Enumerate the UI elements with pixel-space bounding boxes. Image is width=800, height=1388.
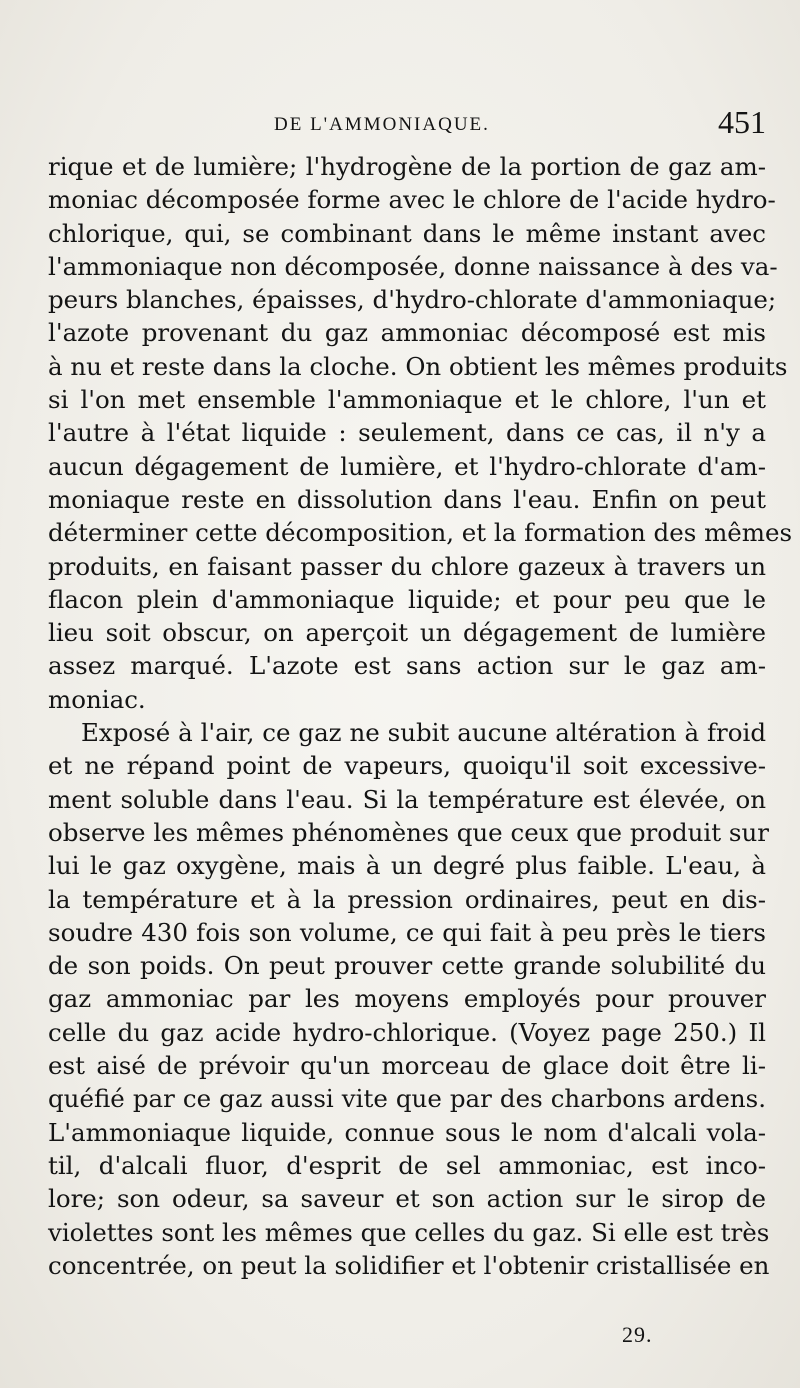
text-line: l'autre à l'état liquide : seulement, dans ce cas, il n'y a: [48, 418, 766, 448]
text-line: est aisé de prévoir qu'un morceau de glace doit être li-: [48, 1051, 766, 1081]
text-line: gaz ammoniac par les moyens employés pour prouver: [48, 984, 766, 1014]
text-line: lieu soit obscur, on aperçoit un dégagement de lumière: [48, 618, 766, 648]
text-line: l'ammoniaque non décomposée, donne naissance à des va-: [48, 251, 778, 281]
text-line: til, d'alcali fluor, d'esprit de sel ammoniac, est inco-: [48, 1150, 766, 1180]
text-line: L'ammoniaque liquide, connue sous le nom d'alcali vola-: [48, 1117, 766, 1147]
text-line: si l'on met ensemble l'ammoniaque et le chlore, l'un et: [48, 385, 766, 415]
text-line: assez marqué. L'azote est sans action sur le gaz am-: [48, 651, 766, 681]
text-line: l'azote provenant du gaz ammoniac décomposé est mis: [48, 318, 766, 348]
text-line: aucun dégagement de lumière, et l'hydro-chlorate d'am-: [48, 451, 766, 481]
text-line: lui le gaz oxygène, mais à un degré plus faible. L'eau, à: [48, 851, 766, 881]
text-line: quéfié par ce gaz aussi vite que par des charbons ardens.: [48, 1084, 766, 1114]
text-line: violettes sont les mêmes que celles du gaz. Si elle est très: [48, 1217, 770, 1247]
page-header: [48, 104, 766, 144]
signature-mark: 29.: [622, 1322, 653, 1347]
text-line: soudre 430 fois son volume, ce qui fait à peu près le tiers: [48, 917, 766, 947]
running-title: DE L'AMMONIAQUE.: [274, 114, 490, 135]
text-line: moniac.: [48, 684, 146, 714]
page-number: 451: [718, 104, 766, 140]
paragraph-1: [48, 150, 793, 716]
text-line: moniaque reste en dissolution dans l'eau. Enfin on peut: [48, 484, 766, 514]
text-line: chlorique, qui, se combinant dans le même instant avec: [48, 218, 766, 248]
body-text: [48, 150, 793, 1282]
text-line: Exposé à l'air, ce gaz ne subit aucune altération à froid: [81, 718, 766, 748]
text-line: déterminer cette décomposition, et la formation des mêmes: [48, 518, 793, 548]
text-line: flacon plein d'ammoniaque liquide; et pour peu que le: [48, 584, 766, 614]
text-line: ment soluble dans l'eau. Si la température est élevée, on: [48, 784, 766, 814]
text-line: produits, en faisant passer du chlore gazeux à travers un: [48, 551, 766, 581]
text-line: concentrée, on peut la solidifier et l'obtenir cristallisée en: [48, 1250, 770, 1280]
text-line: de son poids. On peut prouver cette grande solubilité du: [48, 951, 766, 981]
paragraph-2: [48, 716, 770, 1282]
text-line: peurs blanches, épaisses, d'hydro-chlorate d'ammoniaque;: [48, 285, 777, 315]
text-line: observe les mêmes phénomènes que ceux que produit sur: [48, 817, 769, 847]
text-line: à nu et reste dans la cloche. On obtient les mêmes produits: [48, 351, 788, 381]
text-line: rique et de lumière; l'hydrogène de la portion de gaz am-: [48, 152, 766, 181]
text-line: moniac décomposée forme avec le chlore de l'acide hydro-: [48, 185, 776, 215]
text-line: celle du gaz acide hydro-chlorique. (Voyez page 250.) Il: [48, 1017, 766, 1047]
text-line: et ne répand point de vapeurs, quoiqu'il soit excessive-: [48, 751, 766, 781]
text-line: la température et à la pression ordinaires, peut en dis-: [48, 884, 766, 914]
text-line: lore; son odeur, sa saveur et son action sur le sirop de: [48, 1184, 766, 1214]
